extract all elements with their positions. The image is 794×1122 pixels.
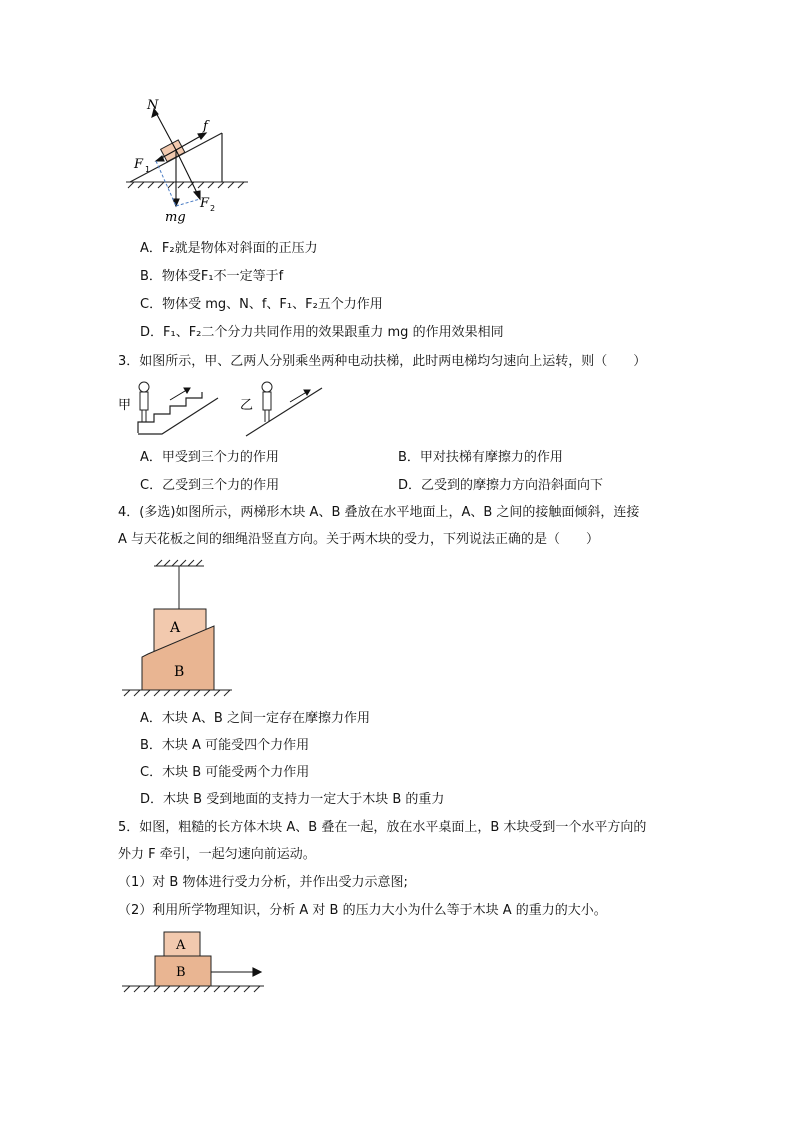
ground-hatch-q4 xyxy=(122,690,232,696)
q2-option-b: B．物体受F₁不一定等于f xyxy=(140,269,284,284)
label-mg: mg xyxy=(165,210,186,225)
q4-option-d: D．木块 B 受到地面的支持力一定大于木块 B 的重力 xyxy=(140,792,445,807)
up-arrow-yi xyxy=(290,390,310,402)
q2-option-c: C．物体受 mg、N、f、F₁、F₂五个力作用 xyxy=(140,297,383,312)
label-f: f xyxy=(203,119,208,134)
trapezoid-blocks-figure xyxy=(118,560,248,700)
q5-sub-question-1: （1）对 B 物体进行受力分析，并作出受力示意图; xyxy=(118,875,408,890)
incline-force-diagram xyxy=(118,95,318,225)
label-N: N xyxy=(147,98,159,113)
escalator-base xyxy=(138,398,218,434)
q5-sub-question-2: （2）利用所学物理知识，分析 A 对 B 的压力大小为什么等于木块 A 的重力的大小。 xyxy=(118,903,607,918)
block-B-label: B xyxy=(174,664,185,680)
force-arrows xyxy=(152,109,206,206)
block-A-q5-label: A xyxy=(176,938,186,953)
label-F1: F xyxy=(134,157,144,172)
stacked-blocks-figure xyxy=(118,928,278,998)
label-yi: 乙 xyxy=(240,398,254,413)
q5-stem-line2: 外力 F 牵引，一起匀速向前运动。 xyxy=(118,847,316,862)
q4-stem-line2: A 与天花板之间的细绳沿竖直方向。关于两木块的受力，下列说法正确的是（ ） xyxy=(118,532,600,547)
q3-option-c: C．乙受到三个力的作用 xyxy=(140,478,280,493)
q3-option-a: A．甲受到三个力的作用 xyxy=(140,450,279,465)
force-F-arrow xyxy=(211,968,261,976)
q4-option-a: A．木块 A、B 之间一定存在摩擦力作用 xyxy=(140,711,370,726)
q3-stem: 3．如图所示，甲、乙两人分别乘坐两种电动扶梯，此时两电梯均匀速向上运转，则（ ） xyxy=(118,354,647,369)
stick-figure-jia xyxy=(139,382,149,422)
q2-option-d: D．F₁、F₂二个分力共同作用的效果跟重力 mg 的作用效果相同 xyxy=(140,325,504,340)
block-B-q5-label: B xyxy=(176,965,186,980)
ceiling-hatch xyxy=(154,560,204,566)
ground-hatch xyxy=(126,182,248,188)
q3-option-d: D．乙受到的摩擦力方向沿斜面向下 xyxy=(398,478,604,493)
block-A-label: A xyxy=(170,620,181,636)
q4-option-c: C．木块 B 可能受两个力作用 xyxy=(140,765,310,780)
q4-stem-line1: 4．(多选)如图所示，两梯形木块 A、B 叠放在水平地面上，A、B 之间的接触面倾斜，连接 xyxy=(118,505,640,520)
q3-option-b: B．甲对扶梯有摩擦力的作用 xyxy=(398,450,563,465)
escalator-yi-figure xyxy=(238,378,348,438)
escalator-jia-figure xyxy=(118,378,228,438)
flat-escalator xyxy=(246,388,322,436)
stick-figure-yi xyxy=(262,382,272,422)
label-F2-sub: 2 xyxy=(210,204,216,213)
q4-option-b: B．木块 A 可能受四个力作用 xyxy=(140,738,310,753)
label-F1-sub: 1 xyxy=(145,165,151,174)
ground-hatch-q5 xyxy=(122,986,264,992)
q2-option-a: A．F₂就是物体对斜面的正压力 xyxy=(140,241,318,256)
label-F2: F xyxy=(200,196,210,211)
q5-stem-line1: 5．如图，粗糙的长方体木块 A、B 叠在一起，放在水平桌面上，B 木块受到一个水平方向的 xyxy=(118,820,647,835)
label-jia: 甲 xyxy=(118,398,132,413)
